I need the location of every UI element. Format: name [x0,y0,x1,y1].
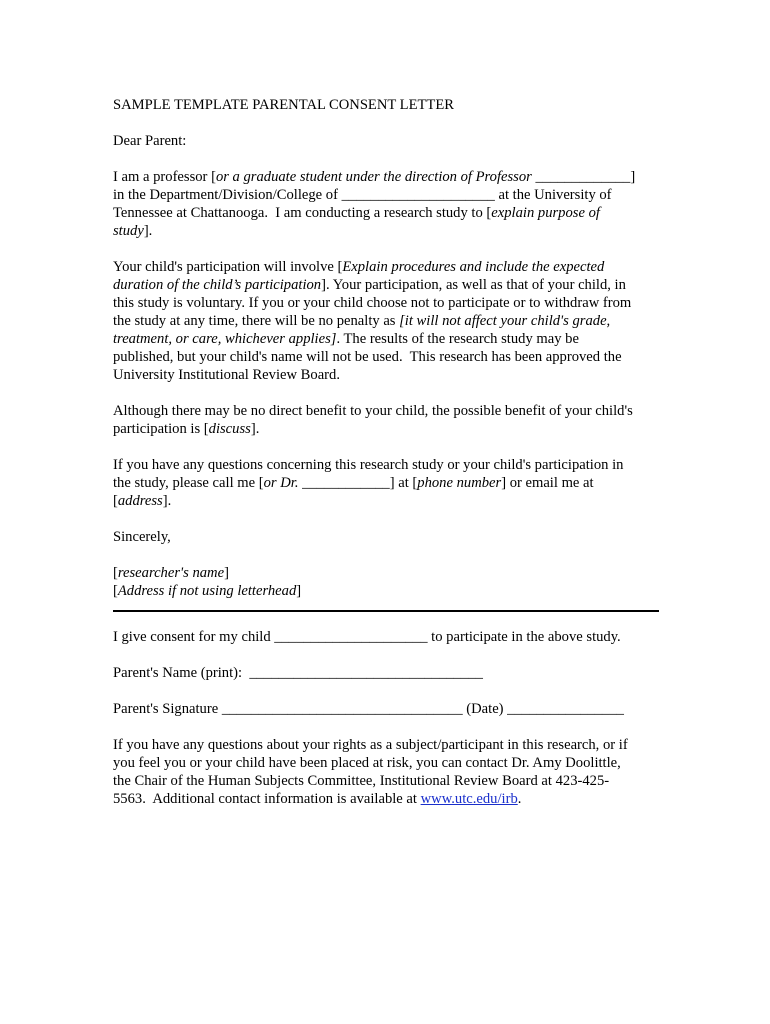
paragraph-questions: If you have any questions concerning this research study or your child's participation in the study, please call me [or Dr. ____________] at [phone number] or email me at [address]. [113,457,624,509]
page-title: SAMPLE TEMPLATE PARENTAL CONSENT LETTER [113,97,454,113]
closing: Sincerely, [113,529,171,545]
paragraph-benefit: Although there may be no direct benefit to your child, the possible benefit of your child's participation is [discuss]. [113,403,633,437]
salutation: Dear Parent: [113,133,187,149]
parent-name-field[interactable]: Parent's Name (print): ________________________________ [113,665,483,681]
consent-line[interactable]: I give consent for my child _____________________ to participate in the above study. [113,629,621,645]
paragraph-rights: If you have any questions about your rights as a subject/participant in this research, or if you feel you or your child have been placed at risk, you can contact Dr. Amy Doolittle, the Chair of the Human Subjects Committee, Institutional Review Board at 423-425- 5563. Additional contact information is available at www.utc.edu/irb. [113,737,628,807]
divider [113,610,659,612]
letter-page [113,96,663,808]
parent-signature-field[interactable]: Parent's Signature _________________________________ (Date) ________________ [113,701,624,717]
irb-link[interactable]: www.utc.edu/irb [420,791,518,807]
paragraph-participation: Your child's participation will involve [Explain procedures and include the expected duration of the child’s participation]. Your participation, as well as that of your child, in this study is voluntary. If you or your child choose not to participate or to withdraw from the study at any time, there will be no penalty as [it will not affect your child's grade, treatment, or care, whichever applies]. The results of the research study may be published, but your child's name will not be used. This research has been approved the University Institutional Review Board. [113,259,632,383]
paragraph-intro: I am a professor [or a graduate student under the direction of Professor _____________] in the Department/Division/College of _____________________ at the University of Tennessee at Chattanooga. I am conducting a research study to [explain purpose of study]. [113,169,636,239]
signature-block: [researcher's name] [Address if not using letterhead] [113,565,302,599]
